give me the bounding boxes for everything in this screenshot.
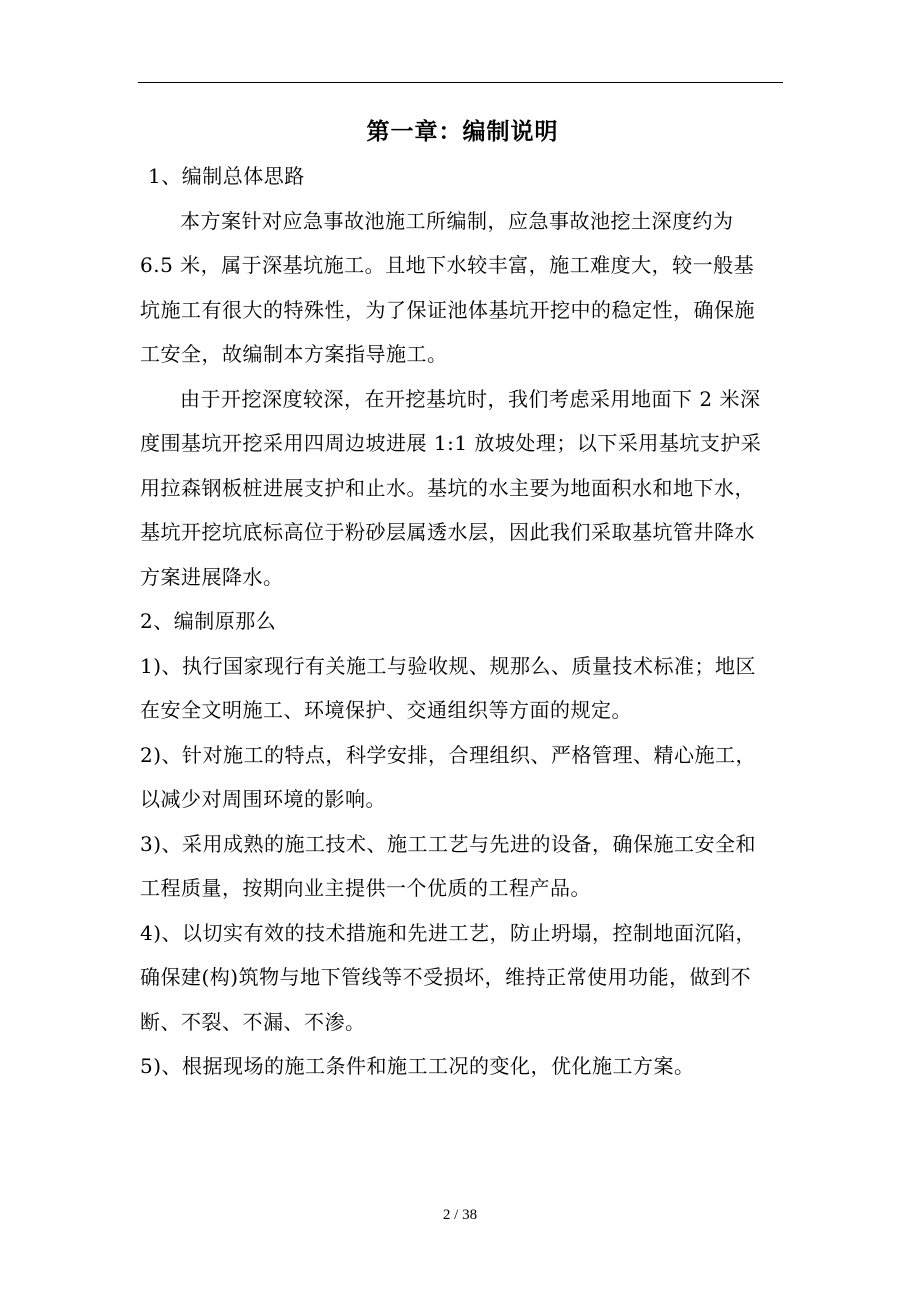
page-number: 2 / 38 [442, 1207, 478, 1223]
list-item-line: 5)、根据现场的施工条件和施工工况的变化，优化施工方案。 [140, 1054, 695, 1078]
list-item-line: 确保建(构)筑物与地下管线等不受损坏，维持正常使用功能，做到不 [140, 965, 752, 989]
header-rule [138, 82, 783, 83]
list-item-line: 断、不裂、不漏、不渗。 [140, 1009, 366, 1034]
paragraph-line: 6.5 米，属于深基坑施工。且地下水较丰富，施工难度大，较一般基 [140, 253, 755, 277]
paragraph-line: 度围基坑开挖采用四周边坡进展 1:1 放坡处理；以下采用基坑支护采 [140, 431, 762, 455]
paragraph-line: 坑施工有很大的特殊性，为了保证池体基坑开挖中的稳定性，确保施 [140, 297, 755, 322]
section-heading-2: 2、编制原那么 [140, 609, 277, 633]
list-item-line: 1)、执行国家现行有关施工与验收规、规那么、质量技术标准；地区 [140, 653, 757, 678]
list-item-line: 3)、采用成熟的施工技术、施工工艺与先进的设备，确保施工安全和 [140, 831, 757, 856]
paragraph-line: 本方案针对应急事故池施工所编制，应急事故池挖土深度约为 [180, 208, 734, 233]
paragraph-line: 工安全，故编制本方案指导施工。 [140, 342, 448, 366]
list-item-line: 工程质量，按期向业主提供一个优质的工程产品。 [140, 876, 591, 900]
paragraph-line: 方案进展降水。 [140, 564, 284, 589]
list-item-line: 4)、以切实有效的技术措施和先进工艺，防止坍塌，控制地面沉陷， [140, 920, 757, 945]
chapter-title: 第一章：编制说明 [366, 118, 559, 145]
list-item-line: 以减少对周围环境的影响。 [140, 787, 386, 811]
list-item-line: 2)、针对施工的特点，科学安排，合理组织、严格管理、精心施工， [140, 742, 757, 767]
paragraph-line: 由于开挖深度较深，在开挖基坑时，我们考虑采用地面下 2 米深 [180, 386, 761, 411]
paragraph-line: 用拉森钢板桩进展支护和止水。基坑的水主要为地面积水和地下水， [140, 475, 755, 500]
list-item-line: 在安全文明施工、环境保护、交通组织等方面的规定。 [140, 698, 632, 722]
paragraph-line: 基坑开挖坑底标高位于粉砂层属透水层，因此我们采取基坑管井降水 [140, 520, 755, 544]
section-heading-1: 1、编制总体思路 [148, 164, 305, 188]
page-content [140, 112, 785, 1089]
